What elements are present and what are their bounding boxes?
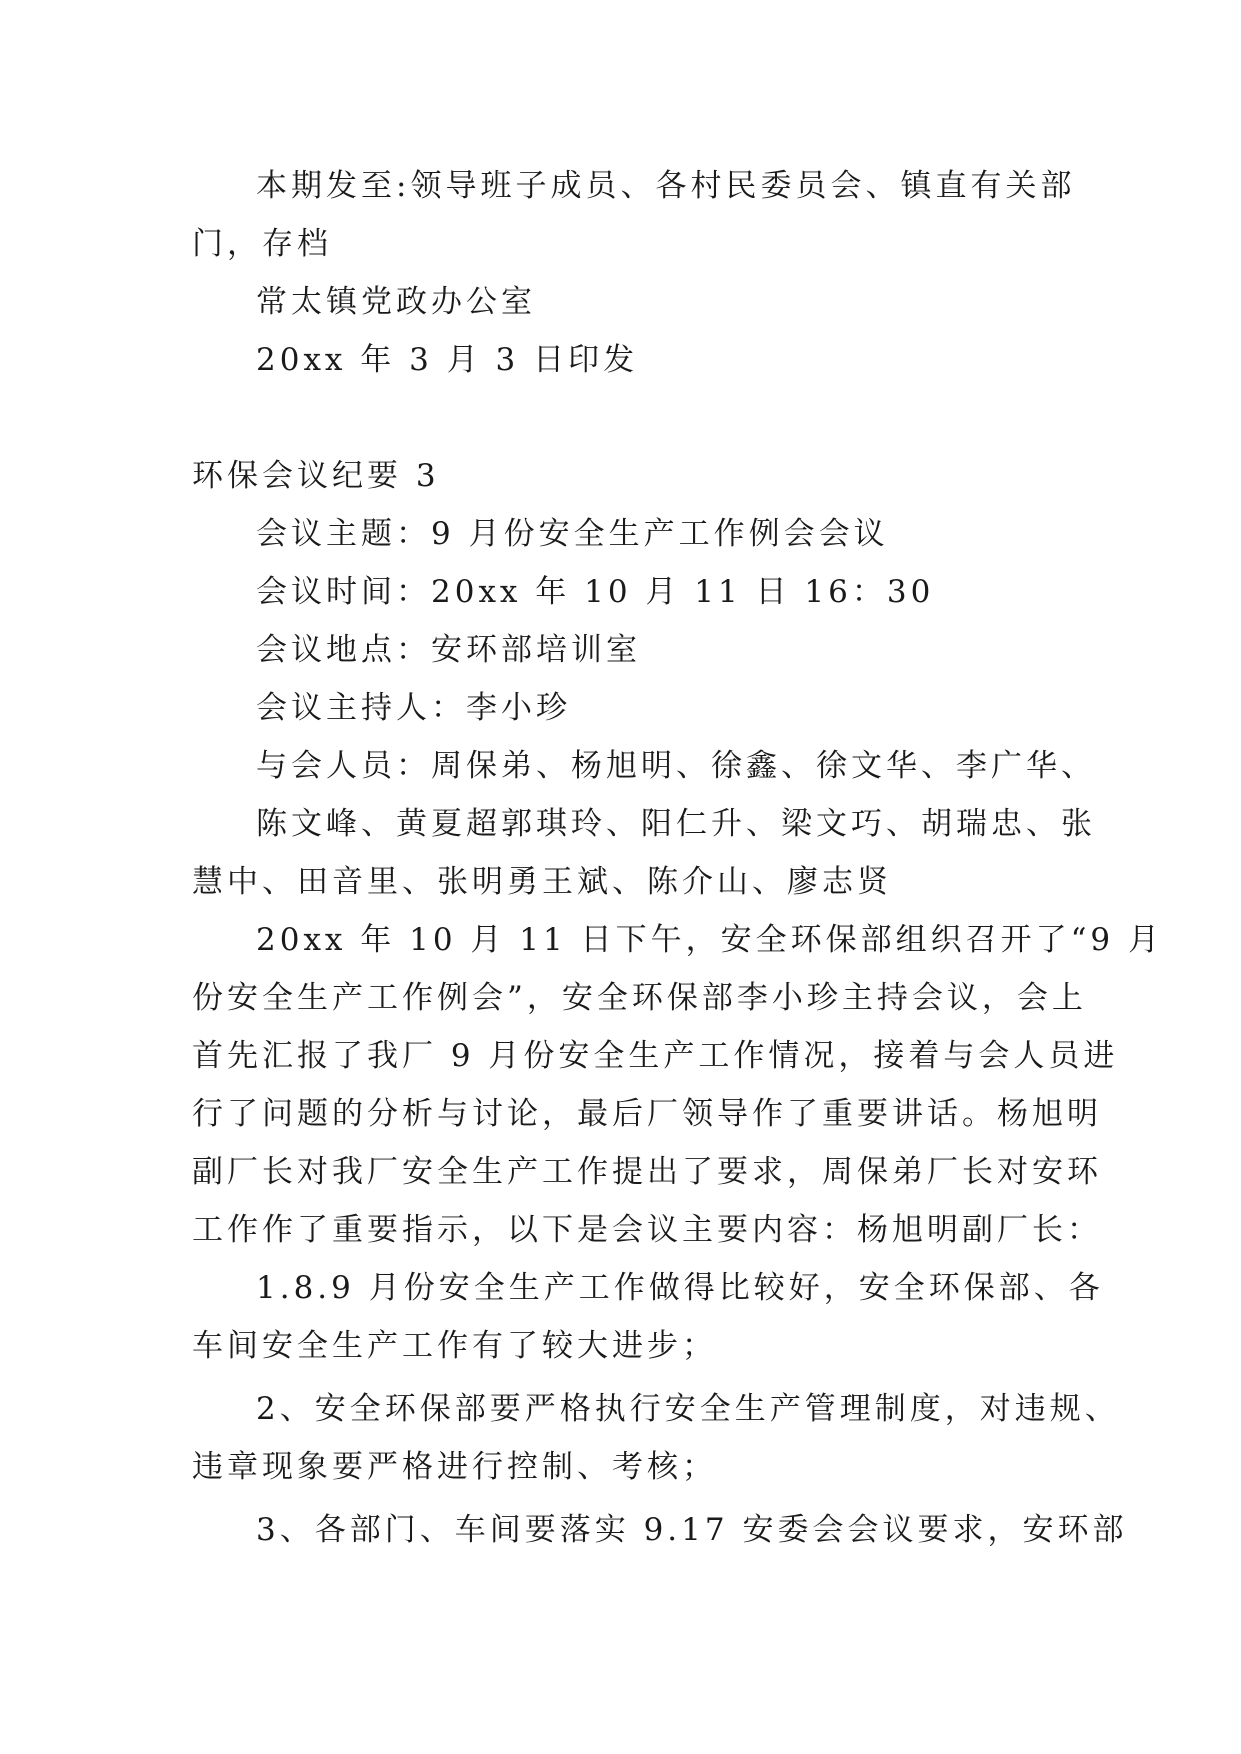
meeting-time: 会议时间：20xx 年 10 月 11 日 16：30 <box>256 574 935 610</box>
body-paragraph-line: 20xx 年 10 月 11 日下午，安全环保部组织召开了“9 月 <box>256 922 1163 958</box>
item-2-line-1: 2、安全环保部要严格执行安全生产管理制度，对违规、 <box>256 1391 1120 1427</box>
section-title: 环保会议纪要 3 <box>192 458 440 494</box>
item-2-line-2: 违章现象要严格进行控制、考核； <box>192 1449 717 1485</box>
body-paragraph-line: 首先汇报了我厂 9 月份安全生产工作情况，接着与会人员进 <box>192 1038 1119 1074</box>
body-paragraph-line: 工作作了重要指示，以下是会议主要内容：杨旭明副厂长： <box>192 1212 1102 1248</box>
issuing-office: 常太镇党政办公室 <box>256 284 536 320</box>
distribution-line-2: 门，存档 <box>192 226 332 262</box>
meeting-location: 会议地点：安环部培训室 <box>256 632 641 668</box>
distribution-line-1: 本期发至:领导班子成员、各村民委员会、镇直有关部 <box>256 168 1076 204</box>
meeting-topic: 会议主题：9 月份安全生产工作例会会议 <box>256 516 889 552</box>
attendees-line-3: 慧中、田音里、张明勇王斌、陈介山、廖志贤 <box>192 864 892 900</box>
issue-date: 20xx 年 3 月 3 日印发 <box>256 342 639 378</box>
attendees-line-2: 陈文峰、黄夏超郭琪玲、阳仁升、梁文巧、胡瑞忠、张 <box>256 806 1096 842</box>
meeting-host: 会议主持人：李小珍 <box>256 690 571 726</box>
body-paragraph-line: 行了问题的分析与讨论，最后厂领导作了重要讲话。杨旭明 <box>192 1096 1102 1132</box>
body-paragraph-line: 副厂长对我厂安全生产工作提出了要求，周保弟厂长对安环 <box>192 1154 1102 1190</box>
attendees-line-1: 与会人员：周保弟、杨旭明、徐鑫、徐文华、李广华、 <box>256 748 1096 784</box>
item-3-line-1: 3、各部门、车间要落实 9.17 安委会会议要求，安环部 <box>256 1512 1128 1548</box>
item-1-line-2: 车间安全生产工作有了较大进步； <box>192 1328 717 1364</box>
body-paragraph-line: 份安全生产工作例会”，安全环保部李小珍主持会议，会上 <box>192 980 1087 1016</box>
item-1-line-1: 1.8.9 月份安全生产工作做得比较好，安全环保部、各 <box>256 1270 1104 1306</box>
